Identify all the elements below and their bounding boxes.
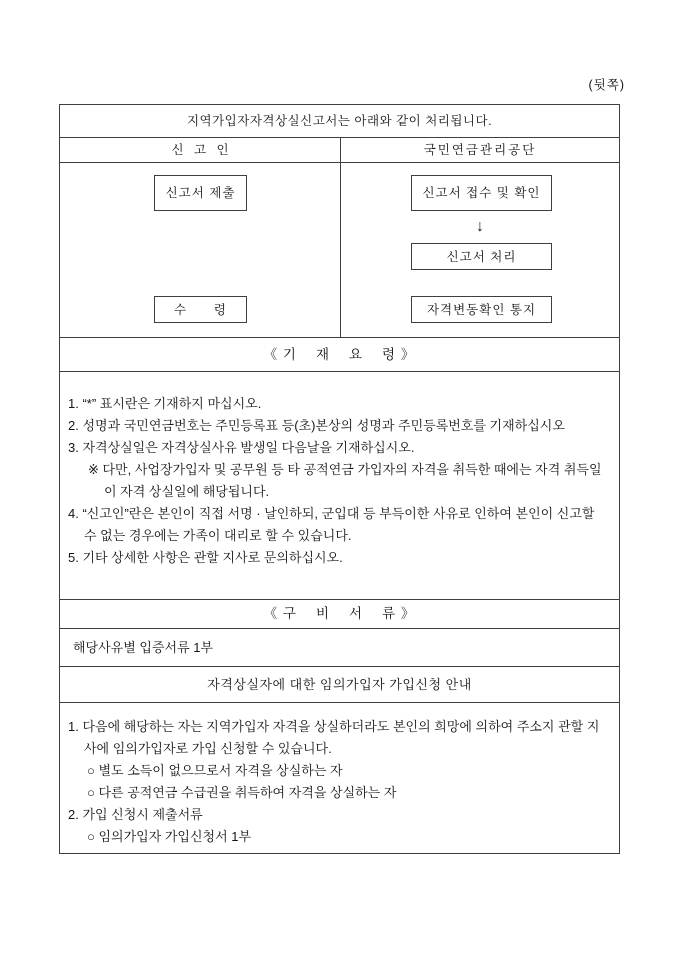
- process-flow-row: [60, 163, 619, 338]
- guide-item-5: 5. 기타 상세한 사항은 관할 지사로 문의하십시오.: [68, 550, 343, 565]
- entry-guide-header-row: [60, 338, 619, 372]
- voluntary-item-1b: ○ 다른 공적연금 수급권을 취득하여 자격을 상실하는 자: [87, 785, 397, 800]
- flow-step-process-label: 신고서 처리: [446, 249, 517, 264]
- guide-item-4: 4. “신고인”란은 본인이 직접 서명 · 날인하되, 군입대 등 부득이한 사유로 인하여 본인이 신고할 수 없는 경우에는 가족이 대리로 할 수 있습니다.: [68, 506, 595, 543]
- guide-item-2: 2. 성명과 국민연금번호는 주민등록표 등(초)본상의 성명과 주민등록번호를 기재하십시오: [68, 418, 565, 433]
- declarant-header-cell: [60, 138, 341, 162]
- voluntary-join-header-row: [60, 667, 619, 703]
- agency-header-cell: [341, 138, 619, 162]
- required-documents-body: [60, 629, 619, 667]
- required-documents-header: 《 구 비 서 류 》: [263, 606, 416, 621]
- guide-item-1: 1. “*” 표시란은 기재하지 마십시오.: [68, 396, 262, 411]
- guide-item-3: 3. 자격상실일은 자격상실사유 발생일 다음날을 기재하십시오.: [68, 440, 415, 455]
- required-documents-content: 해당사유별 입증서류 1부: [73, 639, 214, 655]
- column-header-row: [60, 138, 619, 163]
- agency-flow-cell: [341, 163, 619, 337]
- form-back-table: [59, 104, 620, 854]
- flow-step-receive-label: 수 령: [174, 302, 227, 317]
- declarant-flow-cell: [60, 163, 341, 337]
- flow-step-submit-label: 신고서 제출: [165, 186, 236, 200]
- voluntary-item-2a: ○ 임의가입자 가입신청서 1부: [87, 829, 252, 844]
- flow-step-process: [411, 243, 552, 270]
- flow-step-receive: [154, 296, 247, 323]
- flow-step-accept-check-label: 신고서 접수 및 확인: [422, 186, 541, 200]
- voluntary-item-2: 2. 가입 신청시 제출서류: [68, 807, 203, 822]
- flow-step-notify: [411, 296, 552, 323]
- voluntary-join-header: 자격상실자에 대한 임의가입자 가입신청 안내: [207, 676, 472, 692]
- down-arrow-icon: ↓: [476, 218, 484, 235]
- process-title-row: [60, 105, 619, 138]
- required-documents-header-row: [60, 600, 619, 629]
- agency-header: 국민연금관리공단: [423, 143, 537, 157]
- declarant-header: 신 고 인: [171, 143, 229, 157]
- entry-guide-body: [60, 372, 619, 600]
- guide-item-3-note: ※ 다만, 사업장가입자 및 공무원 등 타 공적연금 가입자의 자격을 취득한 때에는 자격 취득일이 자격 상실일에 해당됩니다.: [88, 462, 602, 499]
- flow-step-submit: [154, 175, 247, 211]
- process-title: 지역가입자자격상실신고서는 아래와 같이 처리됩니다.: [186, 114, 493, 128]
- page-side-label: (뒷쪽): [588, 78, 625, 92]
- flow-step-accept-check: [411, 175, 552, 211]
- voluntary-item-1a: ○ 별도 소득이 없으므로서 자격을 상실하는 자: [87, 763, 343, 778]
- voluntary-join-body: [60, 703, 619, 853]
- voluntary-item-1: 1. 다음에 해당하는 자는 지역가입자 자격을 상실하더라도 본인의 희망에 의하여 주소지 관할 지사에 임의가입자로 가입 신청할 수 있습니다.: [68, 719, 600, 756]
- entry-guide-header: 《 기 재 요 령 》: [263, 346, 416, 362]
- flow-step-notify-label: 자격변동확인 통지: [426, 302, 537, 317]
